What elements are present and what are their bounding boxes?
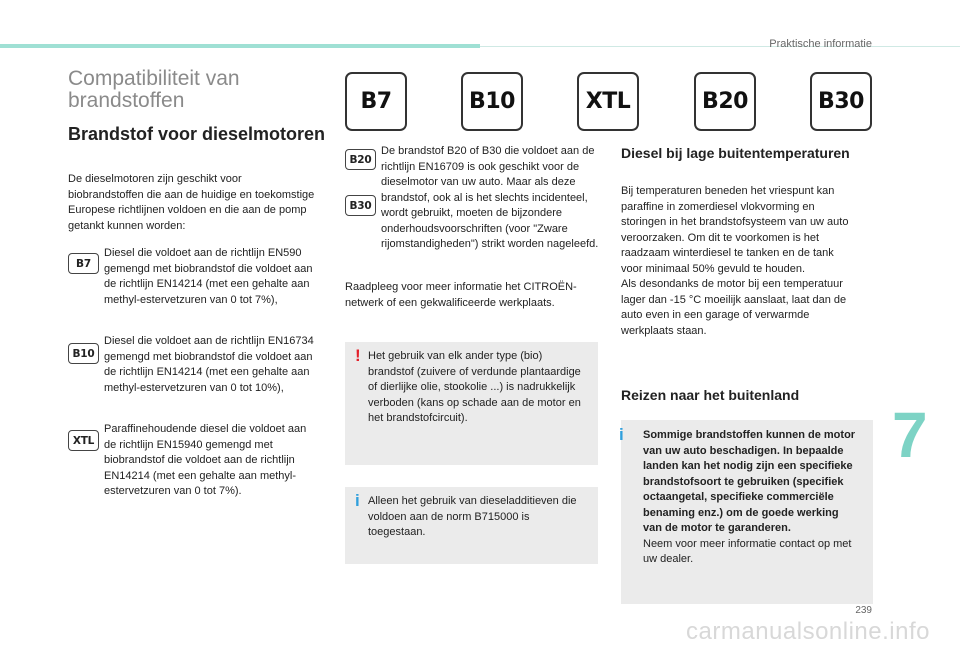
info-text-travel [643,428,859,568]
info-text-travel-bold: Sommige brandstoffen kunnen de motor van uw auto beschadigen. In bepaalde landen kan het nodig zijn een specifieke brandstofsoort te gebruiken (specifiek octaangetal, specifieke commerciële benaming enz.) om de goede werking van de motor te garanderen. [643,429,856,534]
fuel-label-b20: B20 [694,72,756,131]
section-title: Praktische informatie [769,38,872,50]
fuel-tag-xtl: XTL [68,430,99,451]
watermark: carmanualsonline.info [686,618,930,645]
header-rule [0,44,480,48]
low-temperature-paragraph-2: Als desondanks de motor bij een temperatuur lager dan -15 °C moeilijk aanslaat, laat dan de auto even in een garage of verwarmde werkplaats staan. [621,278,847,337]
page-number: 239 [855,605,872,616]
citroen-network-paragraph: Raadpleeg voor meer informatie het CITROËN-netwerk of een gekwalificeerde werkplaats. [345,281,577,309]
heading-low-temperatures: Diesel bij lage buitentemperaturen [621,145,850,161]
fuel-tag-b7: B7 [68,253,99,274]
info-text-travel-normal: Neem voor meer informatie contact op met uw dealer. [643,537,852,565]
warning-icon: ! [355,346,361,365]
intro-paragraph: De dieselmotoren zijn geschikt voor biobrandstoffen die aan de huidige en toekomstige Europese richtlijnen voldoen en die aan de pomp getankt kunnen worden: [68,173,315,232]
fuel-description-b7: Diesel die voldoet aan de richtlijn EN590 gemengd met biobrandstof die voldoet aan de richtlijn EN14214 (met een gehalte aan methyl-estervetzuren van 0 tot 7%), [104,247,313,306]
info-box-additives [345,487,598,564]
page-title: Compatibiliteit van brandstoffen [68,67,240,112]
low-temperature-paragraph-1: Bij temperaturen beneden het vriespunt kan paraffine in zomerdiesel vlokvorming en storingen in het brandstofsysteem van uw auto veroorzaken. Om dit te voorkomen is het raadzaam winterdiesel te tanken en de tank voor minimaal 50% gevuld te houden. [621,185,849,275]
fuel-label-b30: B30 [810,72,872,131]
fuel-label-b7: B7 [345,72,407,131]
info-box-travel [621,420,873,604]
fuel-description-xtl: Paraffinehoudende diesel die voldoet aan de richtlijn EN15940 gemengd met biobrandstof die voldoet aan de richtlijn EN14214 (met een gehalte aan methyl-estervetzuren van 0 tot 7%). [104,423,307,497]
heading-travel-abroad: Reizen naar het buitenland [621,387,800,403]
fuel-tag-b10: B10 [68,343,99,364]
header-rule-thin [480,46,960,47]
b20-b30-paragraph: De brandstof B20 of B30 die voldoet aan de richtlijn EN16709 is ook geschikt voor de dieselmotor van uw auto. Maar als deze brandstof, ook al is het slechts incidenteel, wordt gebruikt, moeten de bijzondere onderhoudsvoorschriften (voor "Zware rijomstandigheden") strikt worden nageleefd. [381,145,599,250]
low-temperature-text [621,184,853,339]
fuel-description-b10: Diesel die voldoet aan de richtlijn EN16734 gemengd met biobrandstof die voldoet aan de richtlijn EN14214 (met een gehalte aan methyl-estervetzuren van 0 tot 10%), [104,335,314,394]
fuel-tag-b30: B30 [345,195,376,216]
fuel-label-xtl: XTL [577,72,639,131]
info-text-additives: Alleen het gebruik van dieseladditieven die voldoen aan de norm B715000 is toegestaan. [368,495,577,538]
heading-diesel-engines: Brandstof voor dieselmotoren [68,124,326,144]
chapter-number: 7 [892,399,928,471]
info-icon: i [619,425,624,444]
warning-text: Het gebruik van elk ander type (bio) brandstof (zuivere of verdunde plantaardige of dierlijke olie, stookolie ...) is nadrukkelijk verboden (kans op schade aan de motor en het brandstofcircuit). [368,350,581,424]
warning-box [345,342,598,465]
fuel-tag-b20: B20 [345,149,376,170]
fuel-label-b10: B10 [461,72,523,131]
info-icon: i [355,491,360,510]
